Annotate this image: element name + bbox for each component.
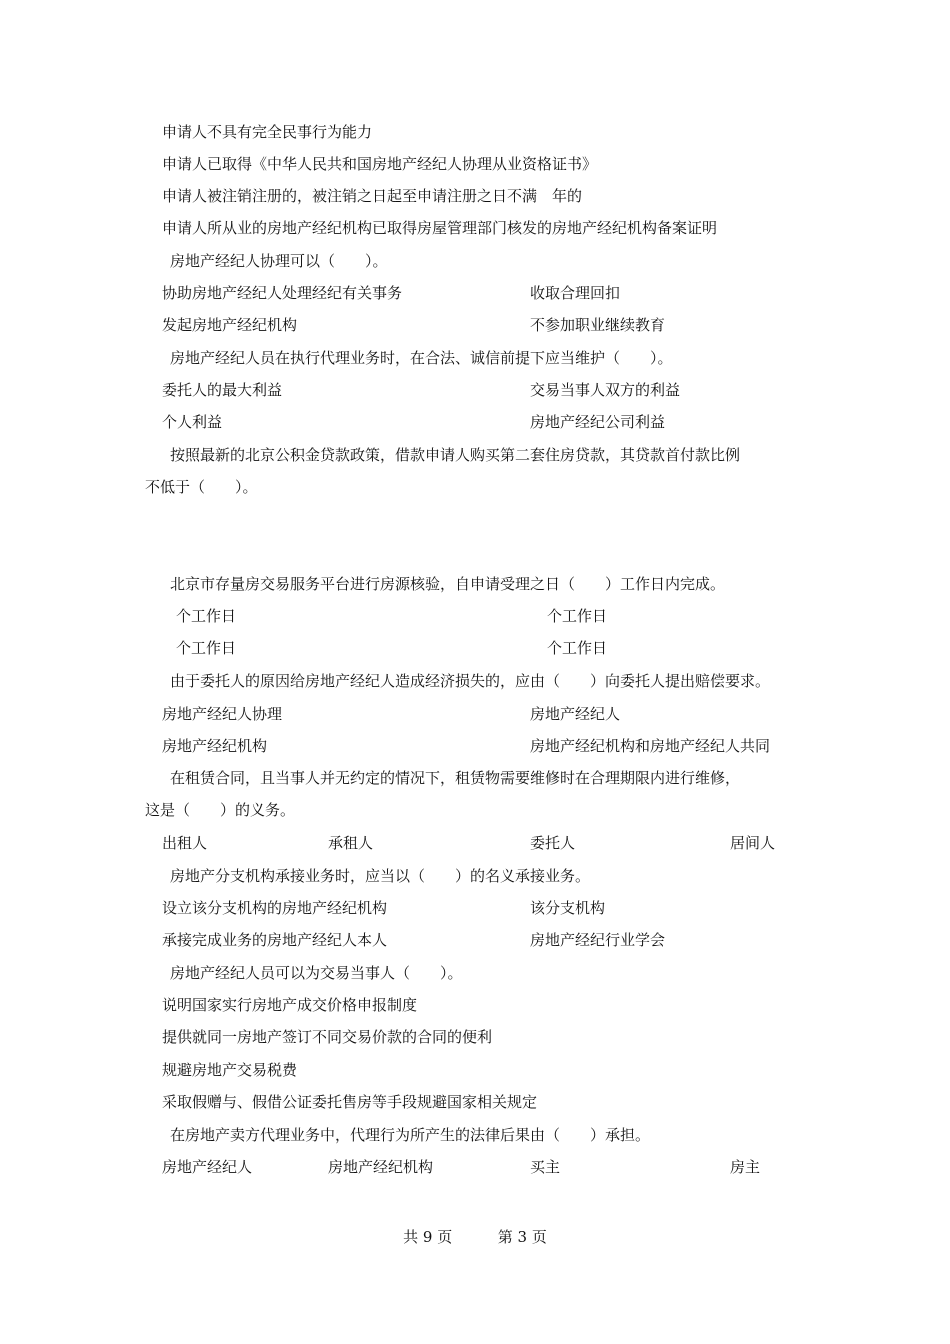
question-text: 房地产经纪人员可以为交易当事人（ ）。 — [170, 964, 463, 982]
option-text: 出租人 — [162, 834, 208, 852]
option-text: 采取假赠与、假借公证委托售房等手段规避国家相关规定 — [162, 1093, 538, 1111]
option-text: 收取合理回扣 — [530, 284, 621, 302]
option-text: 承租人 — [328, 834, 374, 852]
option-text: 委托人的最大利益 — [162, 381, 283, 399]
option-text: 个工作日 — [176, 639, 237, 657]
option-text: 房地产经纪机构和房地产经纪人共同 — [530, 737, 771, 755]
option-text: 房地产经纪机构 — [328, 1158, 434, 1176]
option-text: 委托人 — [530, 834, 576, 852]
option-text: 买主 — [530, 1158, 561, 1176]
question-text: 房地产经纪人协理可以（ ）。 — [170, 252, 388, 270]
option-text: 房地产经纪人 — [162, 1158, 253, 1176]
question-text: 按照最新的北京公积金贷款政策，借款申请人购买第二套住房贷款，其贷款首付款比例 — [170, 446, 741, 464]
question-text: 不低于（ ）。 — [145, 478, 258, 496]
option-text: 协助房地产经纪人处理经纪有关事务 — [162, 284, 403, 302]
option-text: 居间人 — [730, 834, 776, 852]
page-footer — [0, 1227, 950, 1247]
option-text: 发起房地产经纪机构 — [162, 316, 298, 334]
option-text: 交易当事人双方的利益 — [530, 381, 681, 399]
option-text: 房地产经纪人协理 — [162, 705, 283, 723]
question-text: 这是（ ）的义务。 — [145, 801, 296, 819]
text-line: 申请人已取得《中华人民共和国房地产经纪人协理从业资格证书》 — [162, 155, 598, 173]
text-line: 申请人被注销注册的，被注销之日起至申请注册之日不满 年的 — [162, 187, 583, 205]
question-text: 由于委托人的原因给房地产经纪人造成经济损失的，应由（ ）向委托人提出赔偿要求。 — [170, 672, 771, 690]
text-line: 申请人不具有完全民事行为能力 — [162, 123, 373, 141]
option-text: 不参加职业继续教育 — [530, 316, 666, 334]
text-line: 申请人所从业的房地产经纪机构已取得房屋管理部门核发的房地产经纪机构备案证明 — [162, 219, 718, 237]
option-text: 说明国家实行房地产成交价格申报制度 — [162, 996, 418, 1014]
option-text: 该分支机构 — [530, 899, 606, 917]
current-page: 第 3 页 — [497, 1228, 547, 1246]
option-text: 个人利益 — [162, 413, 223, 431]
option-text: 房地产经纪机构 — [162, 737, 268, 755]
option-text: 个工作日 — [176, 607, 237, 625]
option-text: 提供就同一房地产签订不同交易价款的合同的便利 — [162, 1028, 493, 1046]
question-text: 房地产分支机构承接业务时，应当以（ ）的名义承接业务。 — [170, 867, 591, 885]
option-text: 房地产经纪人 — [530, 705, 621, 723]
option-text: 设立该分支机构的房地产经纪机构 — [162, 899, 388, 917]
option-text: 房地产经纪公司利益 — [530, 413, 666, 431]
option-text: 个工作日 — [547, 639, 608, 657]
option-text: 个工作日 — [547, 607, 608, 625]
question-text: 在房地产卖方代理业务中，代理行为所产生的法律后果由（ ）承担。 — [170, 1126, 651, 1144]
total-pages: 共 9 页 — [403, 1228, 453, 1246]
option-text: 规避房地产交易税费 — [162, 1061, 298, 1079]
question-text: 房地产经纪人员在执行代理业务时，在合法、诚信前提下应当维护（ ）。 — [170, 349, 673, 367]
question-text: 北京市存量房交易服务平台进行房源核验，自申请受理之日（ ）工作日内完成。 — [170, 575, 726, 593]
option-text: 承接完成业务的房地产经纪人本人 — [162, 931, 388, 949]
option-text: 房地产经纪行业学会 — [530, 931, 666, 949]
question-text: 在租赁合同，且当事人并无约定的情况下，租赁物需要维修时在合理期限内进行维修， — [170, 769, 741, 787]
option-text: 房主 — [730, 1158, 761, 1176]
